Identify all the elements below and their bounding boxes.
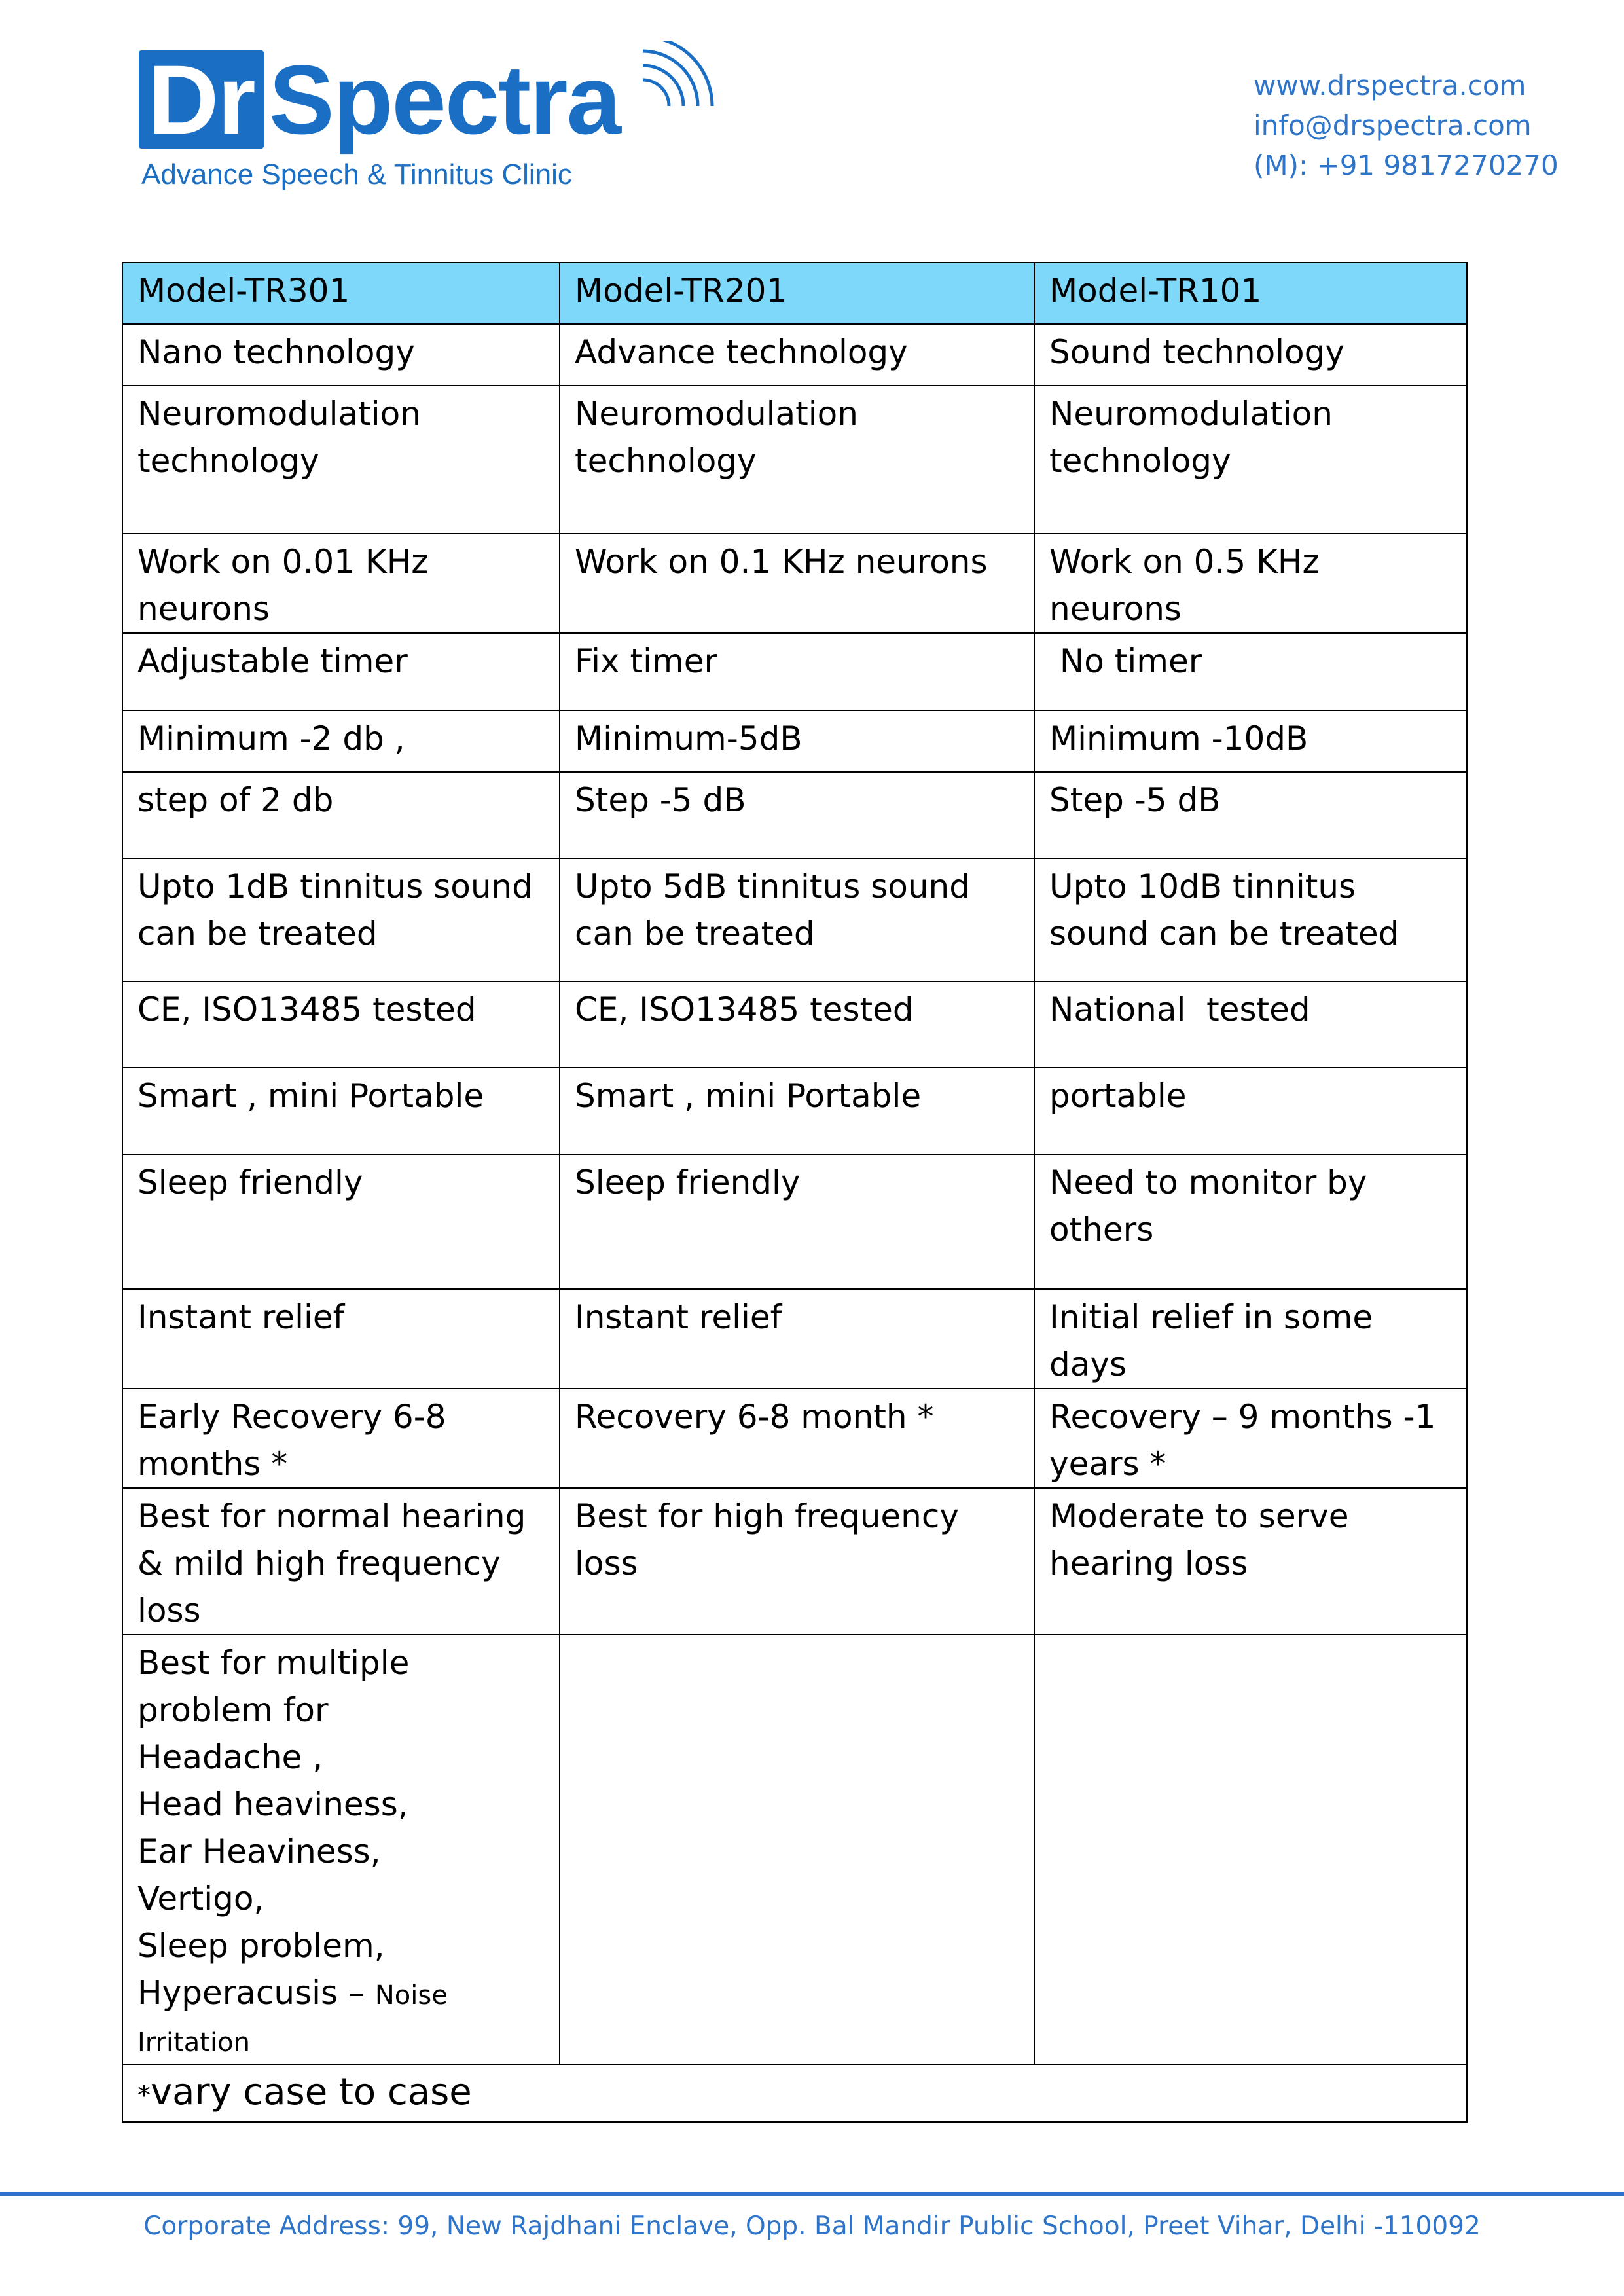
multi-problem-line: Best for multiple problem for bbox=[137, 1644, 410, 1729]
table-cell: Advance technology bbox=[560, 324, 1034, 386]
table-row bbox=[122, 1154, 1467, 1289]
logo-spectra: Spectra bbox=[268, 45, 620, 155]
multi-problem-line: Head heaviness, bbox=[137, 1785, 408, 1823]
table-cell: Recovery – 9 months -1 years * bbox=[1034, 1389, 1467, 1488]
table-note-row bbox=[122, 2064, 1467, 2122]
column-header: Model-TR101 bbox=[1034, 263, 1467, 324]
table-cell: Best for normal hearing & mild high frequency loss bbox=[122, 1488, 560, 1635]
footnote-text: vary case to case bbox=[151, 2071, 472, 2113]
contact-info bbox=[1254, 65, 1559, 185]
table-cell: Recovery 6-8 month * bbox=[560, 1389, 1034, 1488]
clinic-logo bbox=[139, 41, 662, 198]
logo-wordmark bbox=[139, 41, 620, 158]
table-row bbox=[122, 981, 1467, 1068]
multi-problem-line: Vertigo, bbox=[137, 1880, 264, 1918]
table-row bbox=[122, 324, 1467, 386]
table-row bbox=[122, 1635, 1467, 2064]
footnote-asterisk: * bbox=[137, 2081, 151, 2111]
multi-problem-cell bbox=[122, 1635, 560, 2064]
table-row bbox=[122, 710, 1467, 772]
table-row bbox=[122, 386, 1467, 534]
table-cell: Work on 0.5 KHz neurons bbox=[1034, 534, 1467, 633]
table-cell: Instant relief bbox=[560, 1289, 1034, 1389]
table-cell: Upto 5dB tinnitus sound can be treated bbox=[560, 858, 1034, 981]
table-cell: Neuromodulation technology bbox=[1034, 386, 1467, 534]
multi-problem-line: Sleep problem, bbox=[137, 1927, 385, 1965]
table-cell: Neuromodulation technology bbox=[560, 386, 1034, 534]
table-row bbox=[122, 858, 1467, 981]
noise-irritation-label: Noise Irritation bbox=[137, 1980, 448, 2058]
table-cell: portable bbox=[1034, 1068, 1467, 1154]
table-cell: Neuromodulation technology bbox=[122, 386, 560, 534]
table-row bbox=[122, 1068, 1467, 1154]
logo-dr: Dr bbox=[139, 50, 264, 149]
email-link[interactable]: info@drspectra.com bbox=[1254, 109, 1532, 141]
signal-waves-icon bbox=[636, 41, 721, 145]
table-cell bbox=[1034, 1635, 1467, 2064]
model-comparison-table bbox=[122, 262, 1468, 2123]
table-cell: National tested bbox=[1034, 981, 1467, 1068]
table-cell: step of 2 db bbox=[122, 772, 560, 858]
table-header-row bbox=[122, 263, 1467, 324]
table-cell: Work on 0.1 KHz neurons bbox=[560, 534, 1034, 633]
table-cell: Nano technology bbox=[122, 324, 560, 386]
table-cell: Sound technology bbox=[1034, 324, 1467, 386]
table-row bbox=[122, 633, 1467, 710]
multi-problem-line: Ear Heaviness, bbox=[137, 1832, 381, 1870]
table-cell: Best for high frequency loss bbox=[560, 1488, 1034, 1635]
column-header: Model-TR201 bbox=[560, 263, 1034, 324]
mobile-number: (M): +91 9817270270 bbox=[1254, 149, 1559, 181]
table-row bbox=[122, 1488, 1467, 1635]
table-cell: Adjustable timer bbox=[122, 633, 560, 710]
table-cell: Minimum-5dB bbox=[560, 710, 1034, 772]
table-cell: No timer bbox=[1034, 633, 1467, 710]
table-cell: Upto 1dB tinnitus sound can be treated bbox=[122, 858, 560, 981]
table-cell: Moderate to serve hearing loss bbox=[1034, 1488, 1467, 1635]
table-cell: Minimum -2 db , bbox=[122, 710, 560, 772]
table-cell: CE, ISO13485 tested bbox=[560, 981, 1034, 1068]
multi-problem-line bbox=[137, 1969, 545, 2064]
table-cell: Smart , mini Portable bbox=[122, 1068, 560, 1154]
table-row bbox=[122, 1389, 1467, 1488]
table-cell: Initial relief in some days bbox=[1034, 1289, 1467, 1389]
table-cell: Upto 10dB tinnitus sound can be treated bbox=[1034, 858, 1467, 981]
table-cell: Early Recovery 6-8 months * bbox=[122, 1389, 560, 1488]
footnote bbox=[122, 2064, 1467, 2122]
table-cell: Sleep friendly bbox=[560, 1154, 1034, 1289]
column-header: Model-TR301 bbox=[122, 263, 560, 324]
table-cell: CE, ISO13485 tested bbox=[122, 981, 560, 1068]
table-row bbox=[122, 1289, 1467, 1389]
hyperacusis-label: Hyperacusis – bbox=[137, 1974, 375, 2012]
table-cell: Instant relief bbox=[122, 1289, 560, 1389]
table-cell: Work on 0.01 KHz neurons bbox=[122, 534, 560, 633]
table-cell: Sleep friendly bbox=[122, 1154, 560, 1289]
footer-divider bbox=[0, 2192, 1624, 2196]
table-row bbox=[122, 534, 1467, 633]
table-cell bbox=[560, 1635, 1034, 2064]
table-cell: Fix timer bbox=[560, 633, 1034, 710]
table-cell: Smart , mini Portable bbox=[560, 1068, 1034, 1154]
table-row bbox=[122, 772, 1467, 858]
multi-problem-line: Headache , bbox=[137, 1738, 323, 1776]
corporate-address: Corporate Address: 99, New Rajdhani Enclave, Opp. Bal Mandir Public School, Preet Vihar, Delhi -110092 bbox=[143, 2212, 1481, 2241]
table-cell: Need to monitor by others bbox=[1034, 1154, 1467, 1289]
table-cell: Step -5 dB bbox=[1034, 772, 1467, 858]
table-cell: Step -5 dB bbox=[560, 772, 1034, 858]
website-link[interactable]: www.drspectra.com bbox=[1254, 69, 1526, 101]
table-cell: Minimum -10dB bbox=[1034, 710, 1467, 772]
clinic-tagline: Advance Speech & Tinnitus Clinic bbox=[141, 158, 572, 191]
